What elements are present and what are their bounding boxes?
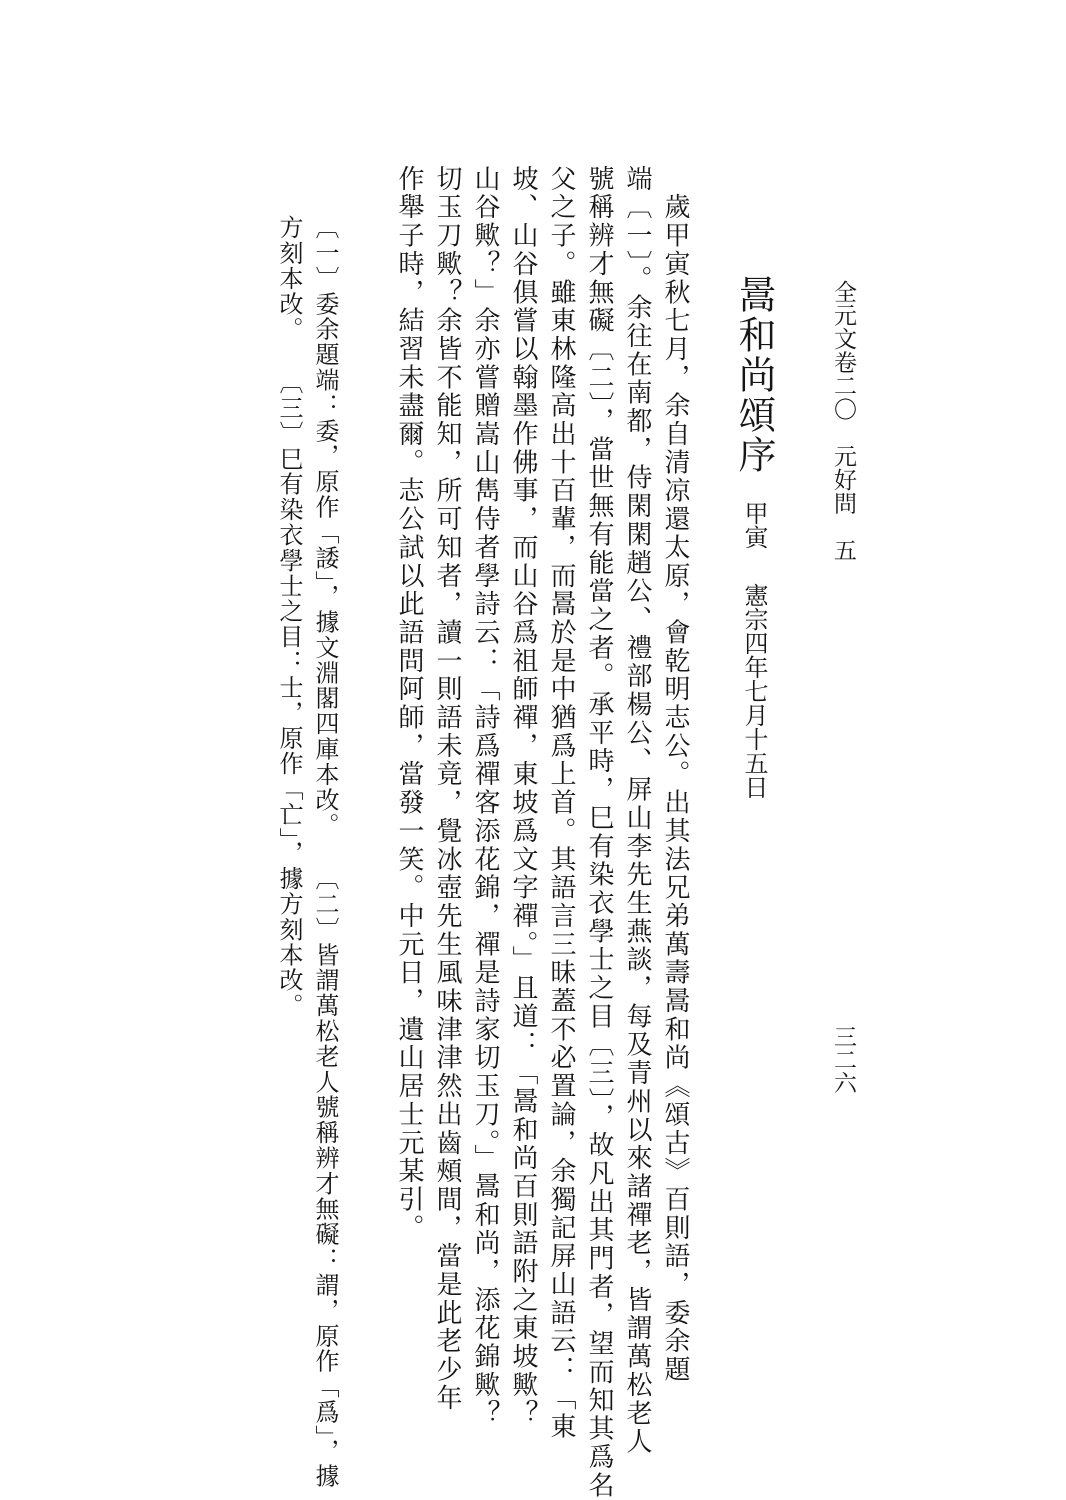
body-column: 父之子。雖東林隆高出十百輩，而暠於是中猶爲上首。其語言三昧蓋不必置論，余獨記屏山語云：「東	[546, 165, 576, 1441]
note-column	[277, 215, 301, 1018]
title-main: 暠和尚頌序	[732, 275, 776, 475]
note-2-end: 方刻本改。	[275, 215, 303, 342]
page-number: 三二六	[830, 1025, 856, 1094]
title-date: 憲宗四年七月十五日	[740, 583, 768, 799]
title-block	[732, 275, 776, 799]
note-3: 〔三〕巳有染衣學士之目：士，原作「亡」，據方刻本改。	[275, 370, 303, 1019]
note-2-start: 〔二〕皆謂萬松老人號稱辨才無礙：謂，原作「爲」，據	[311, 866, 339, 1489]
body-column: 作舉子時，結習未盡爾。志公試以此語問阿師，當發一笑。中元日，遺山居士元某引。	[394, 165, 424, 1243]
body-column: 山谷歟？」余亦嘗贈嵩山雋侍者學詩云：「詩爲禪客添花錦，禪是詩家切玉刀。」暠和尚，添花錦歟？	[470, 165, 500, 1428]
body-column: 切玉刀歟？余皆不能知，所可知者，讀一則語未竟，覺冰壺先生風味津津然出齒頰間，當是此老少年	[432, 165, 462, 1413]
body-column: 坡、山谷俱嘗以翰墨作佛事，而山谷爲祖師禪，東坡爲文字禪。」且道：「暠和尚百則語附之東坡歟？	[508, 165, 538, 1428]
note-1: 〔一〕委余題端：委，原作「諉」，據文淵閣四庫本改。	[311, 215, 339, 838]
running-head: 全元文卷二〇 元好問 五	[830, 280, 856, 562]
title-sub: 甲寅	[740, 501, 768, 549]
body-column: 號稱辨才無礙〔二〕，當世無有能當之者。承平時，巳有染衣學士之目〔三〕，故凡出其門者，望而知其爲名	[584, 165, 614, 1500]
note-column	[313, 215, 337, 1489]
body-column: 歲甲寅秋七月，余自清凉還太原，會乾明志公。出其法兄弟萬壽暠和尚《頌古》百則語，委余題	[660, 165, 690, 1385]
body-column: 端〔一〕。余往在南都，侍閑閑趙公、禮部楊公、屏山李先生燕談，每及青州以來諸禪老，皆謂萬松老人	[622, 165, 652, 1457]
